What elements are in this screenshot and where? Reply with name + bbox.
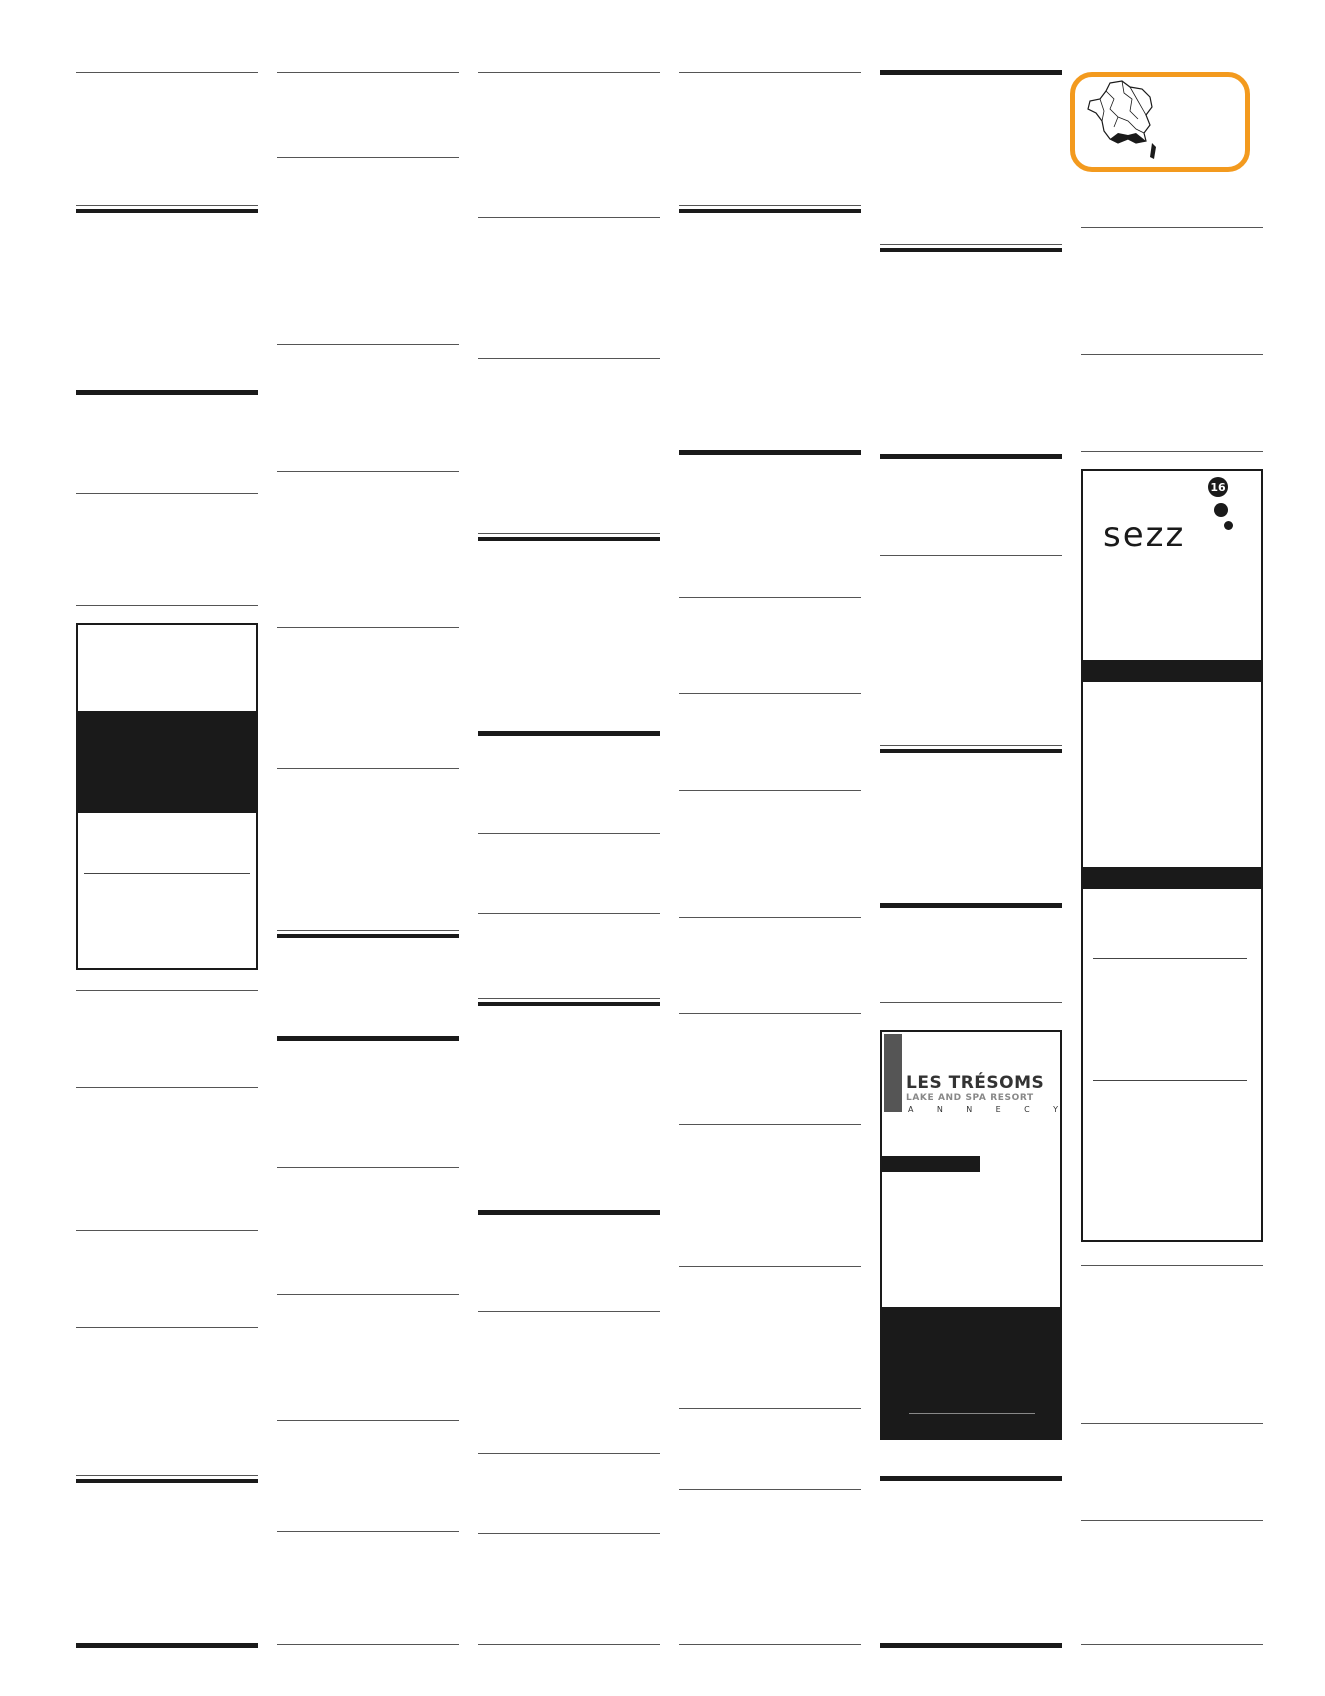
city-letter: N [966,1105,973,1114]
tresoms-advert [880,1030,1062,1440]
column-rule [478,1453,660,1454]
section-rule [478,731,660,736]
section-rule [880,1476,1062,1481]
section-rule [277,1036,459,1041]
section-rule [880,1643,1062,1648]
column-rule [277,1420,459,1421]
sezz-logo: sezz [1103,515,1186,555]
advert-dark-band [1083,660,1261,682]
column-rule [880,1002,1062,1003]
column-rule [478,72,660,73]
section-double-rule [478,533,660,541]
column-rule [277,627,459,628]
column-rule [1081,1265,1263,1266]
section-rule [880,903,1062,908]
advert-box [76,623,258,970]
column-rule [1081,1644,1263,1645]
column-rule [679,790,861,791]
column-rule [478,833,660,834]
column-rule [277,1644,459,1645]
column-rule [76,1327,258,1328]
tresoms-logo-mark [884,1034,902,1112]
badge-number: 16 [1210,481,1226,494]
column-rule [76,493,258,494]
city-letter: N [936,1105,943,1114]
column-rule [478,913,660,914]
column-rule [478,1311,660,1312]
column-rule [277,157,459,158]
column-rule [679,1124,861,1125]
column-rule [277,768,459,769]
logo-dot [1224,521,1233,530]
column-rule [76,990,258,991]
france-map-icon [1080,77,1170,167]
map-badge [1070,72,1250,172]
section-rule [76,1643,258,1648]
column-rule [1081,1423,1263,1424]
column-rule [679,1408,861,1409]
tresoms-logo-title: LES TRÉSOMS [906,1073,1045,1093]
column-rule [76,605,258,606]
column-rule [679,917,861,918]
section-double-rule [880,745,1062,753]
column-3 [478,0,660,1696]
city-letter: E [995,1105,1001,1114]
advert-dark-band [1083,867,1261,889]
column-rule [277,1294,459,1295]
section-double-rule [880,244,1062,252]
column-1 [76,0,258,1696]
logo-dot [1214,503,1228,517]
advert-inner-rule [909,1413,1035,1414]
column-rule [1081,451,1263,452]
column-rule [478,358,660,359]
column-rule [1081,1520,1263,1521]
advert-inner-rule [84,873,250,874]
column-rule [277,344,459,345]
column-rule [679,1644,861,1645]
advert-dark-band [78,711,256,813]
advert-label-bar [882,1156,980,1172]
tresoms-logo-subtitle: LAKE AND SPA RESORT [906,1093,1034,1103]
column-rule [679,597,861,598]
advert-dark-band [882,1307,1060,1438]
city-letter: C [1024,1105,1030,1114]
column-rule [679,1013,861,1014]
column-rule [1081,227,1263,228]
column-5 [880,0,1062,1696]
column-rule [478,1533,660,1534]
section-rule [880,454,1062,459]
section-rule [880,70,1062,75]
column-rule [679,693,861,694]
section-double-rule [478,998,660,1006]
tresoms-logo-city [908,1105,1058,1114]
column-6 [1081,0,1263,1696]
section-double-rule [76,205,258,213]
column-rule [76,72,258,73]
column-rule [277,471,459,472]
column-rule [76,1087,258,1088]
advert-inner-rule [1093,958,1247,959]
city-letter: A [908,1105,914,1114]
section-double-rule [679,205,861,213]
section-double-rule [76,1475,258,1483]
column-rule [679,1489,861,1490]
column-rule [880,555,1062,556]
column-rule [478,217,660,218]
column-rule [277,72,459,73]
section-double-rule [277,930,459,938]
section-rule [76,390,258,395]
column-4 [679,0,861,1696]
column-rule [679,1266,861,1267]
column-rule [277,1531,459,1532]
column-rule [76,1230,258,1231]
column-2 [277,0,459,1696]
section-rule [478,1210,660,1215]
city-letter: Y [1053,1105,1058,1114]
column-rule [679,72,861,73]
sezz-advert [1081,469,1263,1242]
section-rule [679,450,861,455]
column-rule [478,1644,660,1645]
column-rule [277,1167,459,1168]
column-rule [1081,354,1263,355]
advert-inner-rule [1093,1080,1247,1081]
